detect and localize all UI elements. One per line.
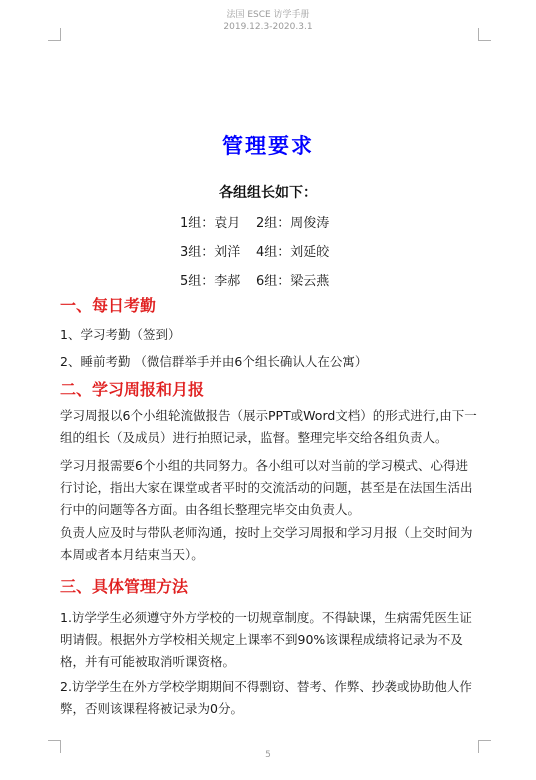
group-leaders-heading: 各组组长如下： — [219, 185, 317, 201]
page-header-title: 法国 ESCE 访学手册 — [226, 10, 310, 20]
page-header-dates: 2019.12.3-2020.3.1 — [223, 22, 313, 32]
group-leader: 5组：李郝 — [180, 274, 241, 289]
management-paragraph-2: 2.访学学生在外方学校学期期间不得剽窃、替考、作弊、抄袭或协助他人作弊，否则该课程将被记录为0分。 — [60, 679, 472, 716]
management-paragraph-1: 1.访学学生必须遵守外方学校的一切规章制度。不得缺课，生病需凭医生证明请假。根据外方学校相关规定上课率不到90%该课程成绩将记录为不及格，并有可能被取消听课资格。 — [60, 610, 472, 669]
group-leader: 4组：刘延皎 — [256, 245, 330, 260]
group-row — [180, 241, 380, 270]
group-leader: 3组：刘洋 — [180, 245, 241, 260]
group-leader: 6组：梁云燕 — [256, 274, 330, 289]
reports-paragraph-weekly: 学习周报以6个小组轮流做报告（展示PPT或Word文档）的形式进行,由下一组的组长（及成员）进行拍照记录，监督。整理完毕交给各组负责人。 — [60, 408, 477, 445]
section-heading-attendance: 一、每日考勤 — [60, 296, 157, 315]
reports-paragraph-monthly: 学习月报需要6个小组的共同努力。各小组可以对当前的学习模式、心得进行讨论，指出大家在课堂或者平时的交流活动的问题，甚至是在法国生活出行中的问题等各方面。由各组长整理完毕交由负责人。 — [60, 458, 473, 517]
section-heading-reports: 二、学习周报和月报 — [60, 380, 205, 399]
attendance-item-1: 1、学习考勤（签到） — [60, 327, 181, 342]
page-number: 5 — [265, 750, 271, 760]
group-leader: 2组：周俊涛 — [256, 216, 330, 231]
attendance-item-2: 2、睡前考勤 （微信群举手并由6个组长确认人在公寓） — [60, 354, 368, 369]
group-row — [180, 212, 380, 241]
section-heading-management: 三、具体管理方法 — [60, 577, 189, 596]
page-title: 管理要求 — [222, 134, 314, 158]
reports-paragraph-submission: 负责人应及时与带队老师沟通，按时上交学习周报和学习月报（上交时间为本周或者本月结束当天）。 — [60, 525, 473, 562]
group-leaders-list — [180, 212, 380, 299]
group-leader: 1组：袁月 — [180, 216, 241, 231]
group-row — [180, 270, 380, 299]
